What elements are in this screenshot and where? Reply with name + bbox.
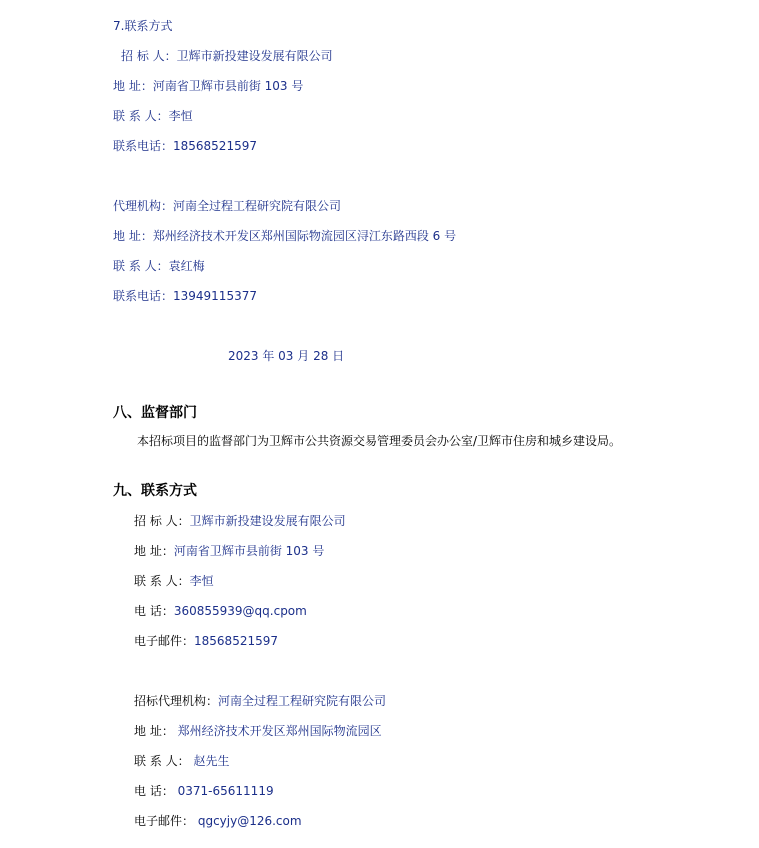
s9-agency-phone-line-label: 电 话： xyxy=(134,784,174,798)
agency-contact-line: 联 系 人：袁红梅 xyxy=(113,259,205,273)
s9-agency-contact-line-label: 联 系 人： xyxy=(134,754,190,768)
s9-agency-line-label: 招标代理机构： xyxy=(134,694,219,708)
s9-address-line xyxy=(134,543,324,559)
notice-date: 2023 年 03 月 28 日 xyxy=(228,349,345,363)
s9-agency-contact-line-value: 赵先生 xyxy=(189,754,230,768)
s9-agency-phone-line xyxy=(134,783,274,799)
s9-agency-email-line xyxy=(134,813,302,829)
section9-heading: 九、联系方式 xyxy=(113,483,197,499)
s9-email-line-label: 电子邮件： xyxy=(134,634,195,648)
address-line: 地 址：河南省卫辉市县前街 103 号 xyxy=(113,79,304,93)
s9-address-line-value: 河南省卫辉市县前街 103 号 xyxy=(173,544,325,558)
agency-line: 代理机构：河南全过程工程研究院有限公司 xyxy=(113,199,342,213)
agency-address-line: 地 址：郑州经济技术开发区郑州国际物流园区浔江东路西段 6 号 xyxy=(113,229,457,243)
s9-agency-address-line xyxy=(134,723,382,739)
s9-agency-email-line-label: 电子邮件： xyxy=(134,814,195,828)
supervision-paragraph: 本招标项目的监督部门为卫辉市公共资源交易管理委员会办公室/卫辉市住房和城乡建设局。 xyxy=(137,434,622,448)
phone-line: 联系电话：18568521597 xyxy=(113,139,257,153)
s9-contact-line xyxy=(134,573,214,589)
s9-address-line-label: 地 址： xyxy=(134,544,174,558)
s9-agency-email-line-value: qgcyjy@126.com xyxy=(194,814,302,828)
s9-agency-line-value: 河南全过程工程研究院有限公司 xyxy=(218,694,387,708)
s9-agency-line xyxy=(134,693,386,709)
section7-heading: 7.联系方式 xyxy=(113,19,173,33)
s9-tenderer-label: 招 标 人： xyxy=(134,514,190,528)
s9-agency-contact-line xyxy=(134,753,229,769)
s9-agency-address-line-label: 地 址： xyxy=(134,724,174,738)
s9-phone-line xyxy=(134,603,307,619)
section8-heading: 八、监督部门 xyxy=(113,405,197,421)
agency-phone-line: 联系电话：13949115377 xyxy=(113,289,257,303)
contact-line: 联 系 人：李恒 xyxy=(113,109,193,123)
s9-email-line xyxy=(134,633,278,649)
s9-tenderer-line xyxy=(134,513,346,529)
s9-tenderer-value: 卫辉市新投建设发展有限公司 xyxy=(189,514,346,528)
s9-phone-line-label: 电 话： xyxy=(134,604,174,618)
s9-contact-line-label: 联 系 人： xyxy=(134,574,190,588)
s9-contact-line-value: 李恒 xyxy=(189,574,214,588)
s9-phone-line-value: 360855939@qq.cpom xyxy=(173,604,307,618)
tenderer-line: 招 标 人：卫辉市新投建设发展有限公司 xyxy=(121,49,333,63)
s9-agency-phone-line-value: 0371-65611119 xyxy=(173,784,274,798)
s9-email-line-value: 18568521597 xyxy=(194,634,278,648)
s9-agency-address-line-value: 郑州经济技术开发区郑州国际物流园区 xyxy=(173,724,382,738)
